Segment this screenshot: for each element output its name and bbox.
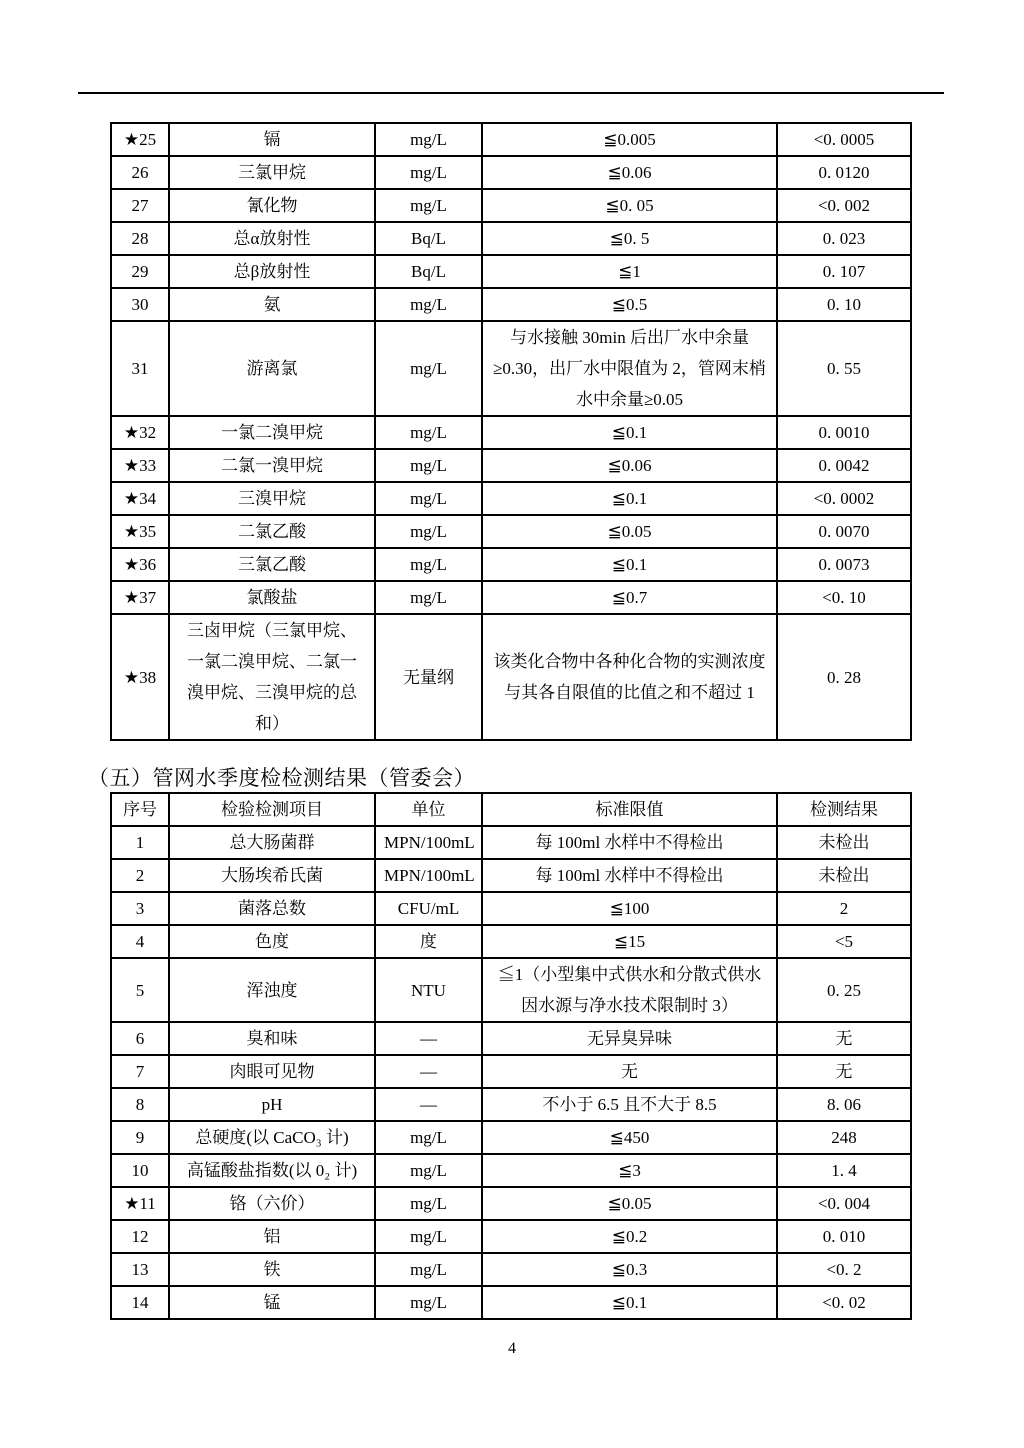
cell-no: 6 (111, 1022, 169, 1055)
cell-result: 无 (777, 1022, 911, 1055)
cell-unit: mg/L (375, 482, 482, 515)
table-row (111, 449, 911, 482)
cell-result: 未检出 (777, 826, 911, 859)
column-header-limit: 标准限值 (482, 793, 777, 826)
cell-item: 锰 (169, 1286, 375, 1319)
cell-no: ★37 (111, 581, 169, 614)
cell-no: 8 (111, 1088, 169, 1121)
cell-no: 30 (111, 288, 169, 321)
cell-item: 浑浊度 (169, 958, 375, 1022)
cell-no: 4 (111, 925, 169, 958)
cell-limit: 每 100ml 水样中不得检出 (482, 826, 777, 859)
cell-no: 1 (111, 826, 169, 859)
cell-no: 14 (111, 1286, 169, 1319)
cell-limit: ≦0.5 (482, 288, 777, 321)
cell-no: ★34 (111, 482, 169, 515)
cell-unit: mg/L (375, 1187, 482, 1220)
cell-unit: mg/L (375, 156, 482, 189)
cell-no: ★32 (111, 416, 169, 449)
cell-item: 三卤甲烷（三氯甲烷、一氯二溴甲烷、二氯一溴甲烷、三溴甲烷的总和） (169, 614, 375, 740)
cell-unit: MPN/100mL (375, 826, 482, 859)
cell-item: 氨 (169, 288, 375, 321)
cell-no: 10 (111, 1154, 169, 1187)
cell-unit: CFU/mL (375, 892, 482, 925)
cell-item: 臭和味 (169, 1022, 375, 1055)
cell-item: 铝 (169, 1220, 375, 1253)
cell-unit: — (375, 1088, 482, 1121)
cell-unit: mg/L (375, 189, 482, 222)
cell-unit: mg/L (375, 1220, 482, 1253)
cell-result: <0. 10 (777, 581, 911, 614)
cell-result: 0. 010 (777, 1220, 911, 1253)
cell-limit: ≦0.1 (482, 548, 777, 581)
cell-limit: 不小于 6.5 且不大于 8.5 (482, 1088, 777, 1121)
column-header-no: 序号 (111, 793, 169, 826)
page-header-rule (78, 92, 944, 94)
table-row (111, 1286, 911, 1319)
cell-unit: 度 (375, 925, 482, 958)
cell-item: 大肠埃希氏菌 (169, 859, 375, 892)
cell-item: 三溴甲烷 (169, 482, 375, 515)
cell-result: 0. 10 (777, 288, 911, 321)
cell-limit: ≦100 (482, 892, 777, 925)
cell-result: 0. 0070 (777, 515, 911, 548)
table-row (111, 925, 911, 958)
cell-item: 氰化物 (169, 189, 375, 222)
cell-no: ★36 (111, 548, 169, 581)
table-row (111, 416, 911, 449)
cell-unit: mg/L (375, 515, 482, 548)
cell-limit: ≦3 (482, 1154, 777, 1187)
cell-result: 无 (777, 1055, 911, 1088)
table-row (111, 288, 911, 321)
cell-limit: 与水接触 30min 后出厂水中余量≥0.30，出厂水中限值为 2，管网末梢水中余量≥0.05 (482, 321, 777, 416)
cell-no: ★33 (111, 449, 169, 482)
table-row (111, 321, 911, 416)
cell-result: 0. 0073 (777, 548, 911, 581)
cell-unit: mg/L (375, 1154, 482, 1187)
cell-no: 13 (111, 1253, 169, 1286)
cell-result: 8. 06 (777, 1088, 911, 1121)
cell-item: 总β放射性 (169, 255, 375, 288)
table-row (111, 1187, 911, 1220)
cell-unit: mg/L (375, 449, 482, 482)
pipe-network-results-table (110, 792, 912, 1320)
table-row (111, 156, 911, 189)
column-header-item: 检验检测项目 (169, 793, 375, 826)
cell-limit: ≦0.05 (482, 1187, 777, 1220)
cell-result: 未检出 (777, 859, 911, 892)
cell-item: 铬（六价） (169, 1187, 375, 1220)
cell-unit: MPN/100mL (375, 859, 482, 892)
cell-result: 0. 25 (777, 958, 911, 1022)
table-row (111, 1154, 911, 1187)
cell-item: 一氯二溴甲烷 (169, 416, 375, 449)
cell-limit: ≦450 (482, 1121, 777, 1154)
cell-limit: ≦15 (482, 925, 777, 958)
table-row (111, 123, 911, 156)
cell-unit: mg/L (375, 1121, 482, 1154)
cell-unit: mg/L (375, 321, 482, 416)
cell-no: ★25 (111, 123, 169, 156)
cell-no: ★38 (111, 614, 169, 740)
cell-item: 总α放射性 (169, 222, 375, 255)
cell-limit: ≦0.06 (482, 449, 777, 482)
cell-result: 0. 55 (777, 321, 911, 416)
cell-item: 菌落总数 (169, 892, 375, 925)
column-header-unit: 单位 (375, 793, 482, 826)
factory-water-results-table (110, 122, 912, 741)
header-row (111, 793, 911, 826)
cell-unit: mg/L (375, 288, 482, 321)
table-row (111, 1121, 911, 1154)
cell-no: 5 (111, 958, 169, 1022)
cell-limit: ≦0.7 (482, 581, 777, 614)
cell-result: 248 (777, 1121, 911, 1154)
cell-limit: ≦0.3 (482, 1253, 777, 1286)
cell-no: 12 (111, 1220, 169, 1253)
cell-result: <0. 002 (777, 189, 911, 222)
factory-water-results-body (111, 123, 911, 740)
cell-no: 3 (111, 892, 169, 925)
cell-result: <5 (777, 925, 911, 958)
cell-unit: mg/L (375, 581, 482, 614)
cell-result: <0. 004 (777, 1187, 911, 1220)
cell-limit: ≦0. 05 (482, 189, 777, 222)
cell-no: 7 (111, 1055, 169, 1088)
cell-result: 0. 107 (777, 255, 911, 288)
cell-result: 1. 4 (777, 1154, 911, 1187)
cell-no: 31 (111, 321, 169, 416)
cell-limit: 无异臭异味 (482, 1022, 777, 1055)
cell-unit: mg/L (375, 1253, 482, 1286)
cell-limit: ≦0.1 (482, 416, 777, 449)
cell-result: <0. 0002 (777, 482, 911, 515)
cell-item: 二氯乙酸 (169, 515, 375, 548)
cell-item: 色度 (169, 925, 375, 958)
cell-unit: mg/L (375, 123, 482, 156)
cell-result: 0. 023 (777, 222, 911, 255)
cell-item: 铁 (169, 1253, 375, 1286)
page-number: 4 (508, 1340, 516, 1357)
cell-limit: ≦1 (482, 255, 777, 288)
cell-no: 29 (111, 255, 169, 288)
cell-no: ★35 (111, 515, 169, 548)
column-header-result: 检测结果 (777, 793, 911, 826)
table-row (111, 189, 911, 222)
cell-result: 0. 0120 (777, 156, 911, 189)
cell-result: <0. 02 (777, 1286, 911, 1319)
cell-item: 氯酸盐 (169, 581, 375, 614)
table-row (111, 1220, 911, 1253)
table-row (111, 482, 911, 515)
cell-limit: 每 100ml 水样中不得检出 (482, 859, 777, 892)
cell-no: 9 (111, 1121, 169, 1154)
cell-item: 三氯甲烷 (169, 156, 375, 189)
cell-unit: 无量纲 (375, 614, 482, 740)
cell-no: ★11 (111, 1187, 169, 1220)
table-row (111, 1253, 911, 1286)
cell-item: pH (169, 1088, 375, 1121)
table-row (111, 255, 911, 288)
cell-no: 26 (111, 156, 169, 189)
table-row (111, 1022, 911, 1055)
cell-item: 总大肠菌群 (169, 826, 375, 859)
cell-unit: mg/L (375, 548, 482, 581)
cell-unit: Bq/L (375, 255, 482, 288)
cell-limit: ≦0.1 (482, 482, 777, 515)
cell-result: <0. 2 (777, 1253, 911, 1286)
cell-result: <0. 0005 (777, 123, 911, 156)
pipe-network-results-body (111, 826, 911, 1319)
table-row (111, 614, 911, 740)
cell-limit: ≦1（小型集中式供水和分散式供水因水源与净水技术限制时 3） (482, 958, 777, 1022)
table-row (111, 515, 911, 548)
cell-result: 2 (777, 892, 911, 925)
table-row (111, 892, 911, 925)
table-row (111, 581, 911, 614)
section-heading: （五）管网水季度检检测结果（管委会） (88, 766, 475, 790)
table-row (111, 1088, 911, 1121)
cell-item: 肉眼可见物 (169, 1055, 375, 1088)
cell-result: 0. 28 (777, 614, 911, 740)
cell-result: 0. 0010 (777, 416, 911, 449)
cell-item: 二氯一溴甲烷 (169, 449, 375, 482)
cell-item: 游离氯 (169, 321, 375, 416)
cell-limit: ≦0.05 (482, 515, 777, 548)
cell-unit: Bq/L (375, 222, 482, 255)
cell-unit: NTU (375, 958, 482, 1022)
cell-no: 27 (111, 189, 169, 222)
pipe-network-table-header (111, 793, 911, 826)
cell-item: 镉 (169, 123, 375, 156)
cell-unit: — (375, 1055, 482, 1088)
cell-item: 总硬度(以 CaCO₃ 计) (169, 1121, 375, 1154)
cell-limit: ≦0. 5 (482, 222, 777, 255)
cell-unit: — (375, 1022, 482, 1055)
cell-limit: ≦0.005 (482, 123, 777, 156)
table-row (111, 826, 911, 859)
cell-no: 28 (111, 222, 169, 255)
cell-result: 0. 0042 (777, 449, 911, 482)
cell-item: 三氯乙酸 (169, 548, 375, 581)
cell-limit: 无 (482, 1055, 777, 1088)
table-row (111, 859, 911, 892)
cell-limit: ≦0.1 (482, 1286, 777, 1319)
table-row (111, 222, 911, 255)
table-row (111, 958, 911, 1022)
cell-unit: mg/L (375, 1286, 482, 1319)
cell-limit: 该类化合物中各种化合物的实测浓度与其各自限值的比值之和不超过 1 (482, 614, 777, 740)
table-row (111, 1055, 911, 1088)
cell-no: 2 (111, 859, 169, 892)
cell-unit: mg/L (375, 416, 482, 449)
cell-item: 高锰酸盐指数(以 0₂ 计) (169, 1154, 375, 1187)
cell-limit: ≦0.2 (482, 1220, 777, 1253)
table-row (111, 548, 911, 581)
cell-limit: ≦0.06 (482, 156, 777, 189)
